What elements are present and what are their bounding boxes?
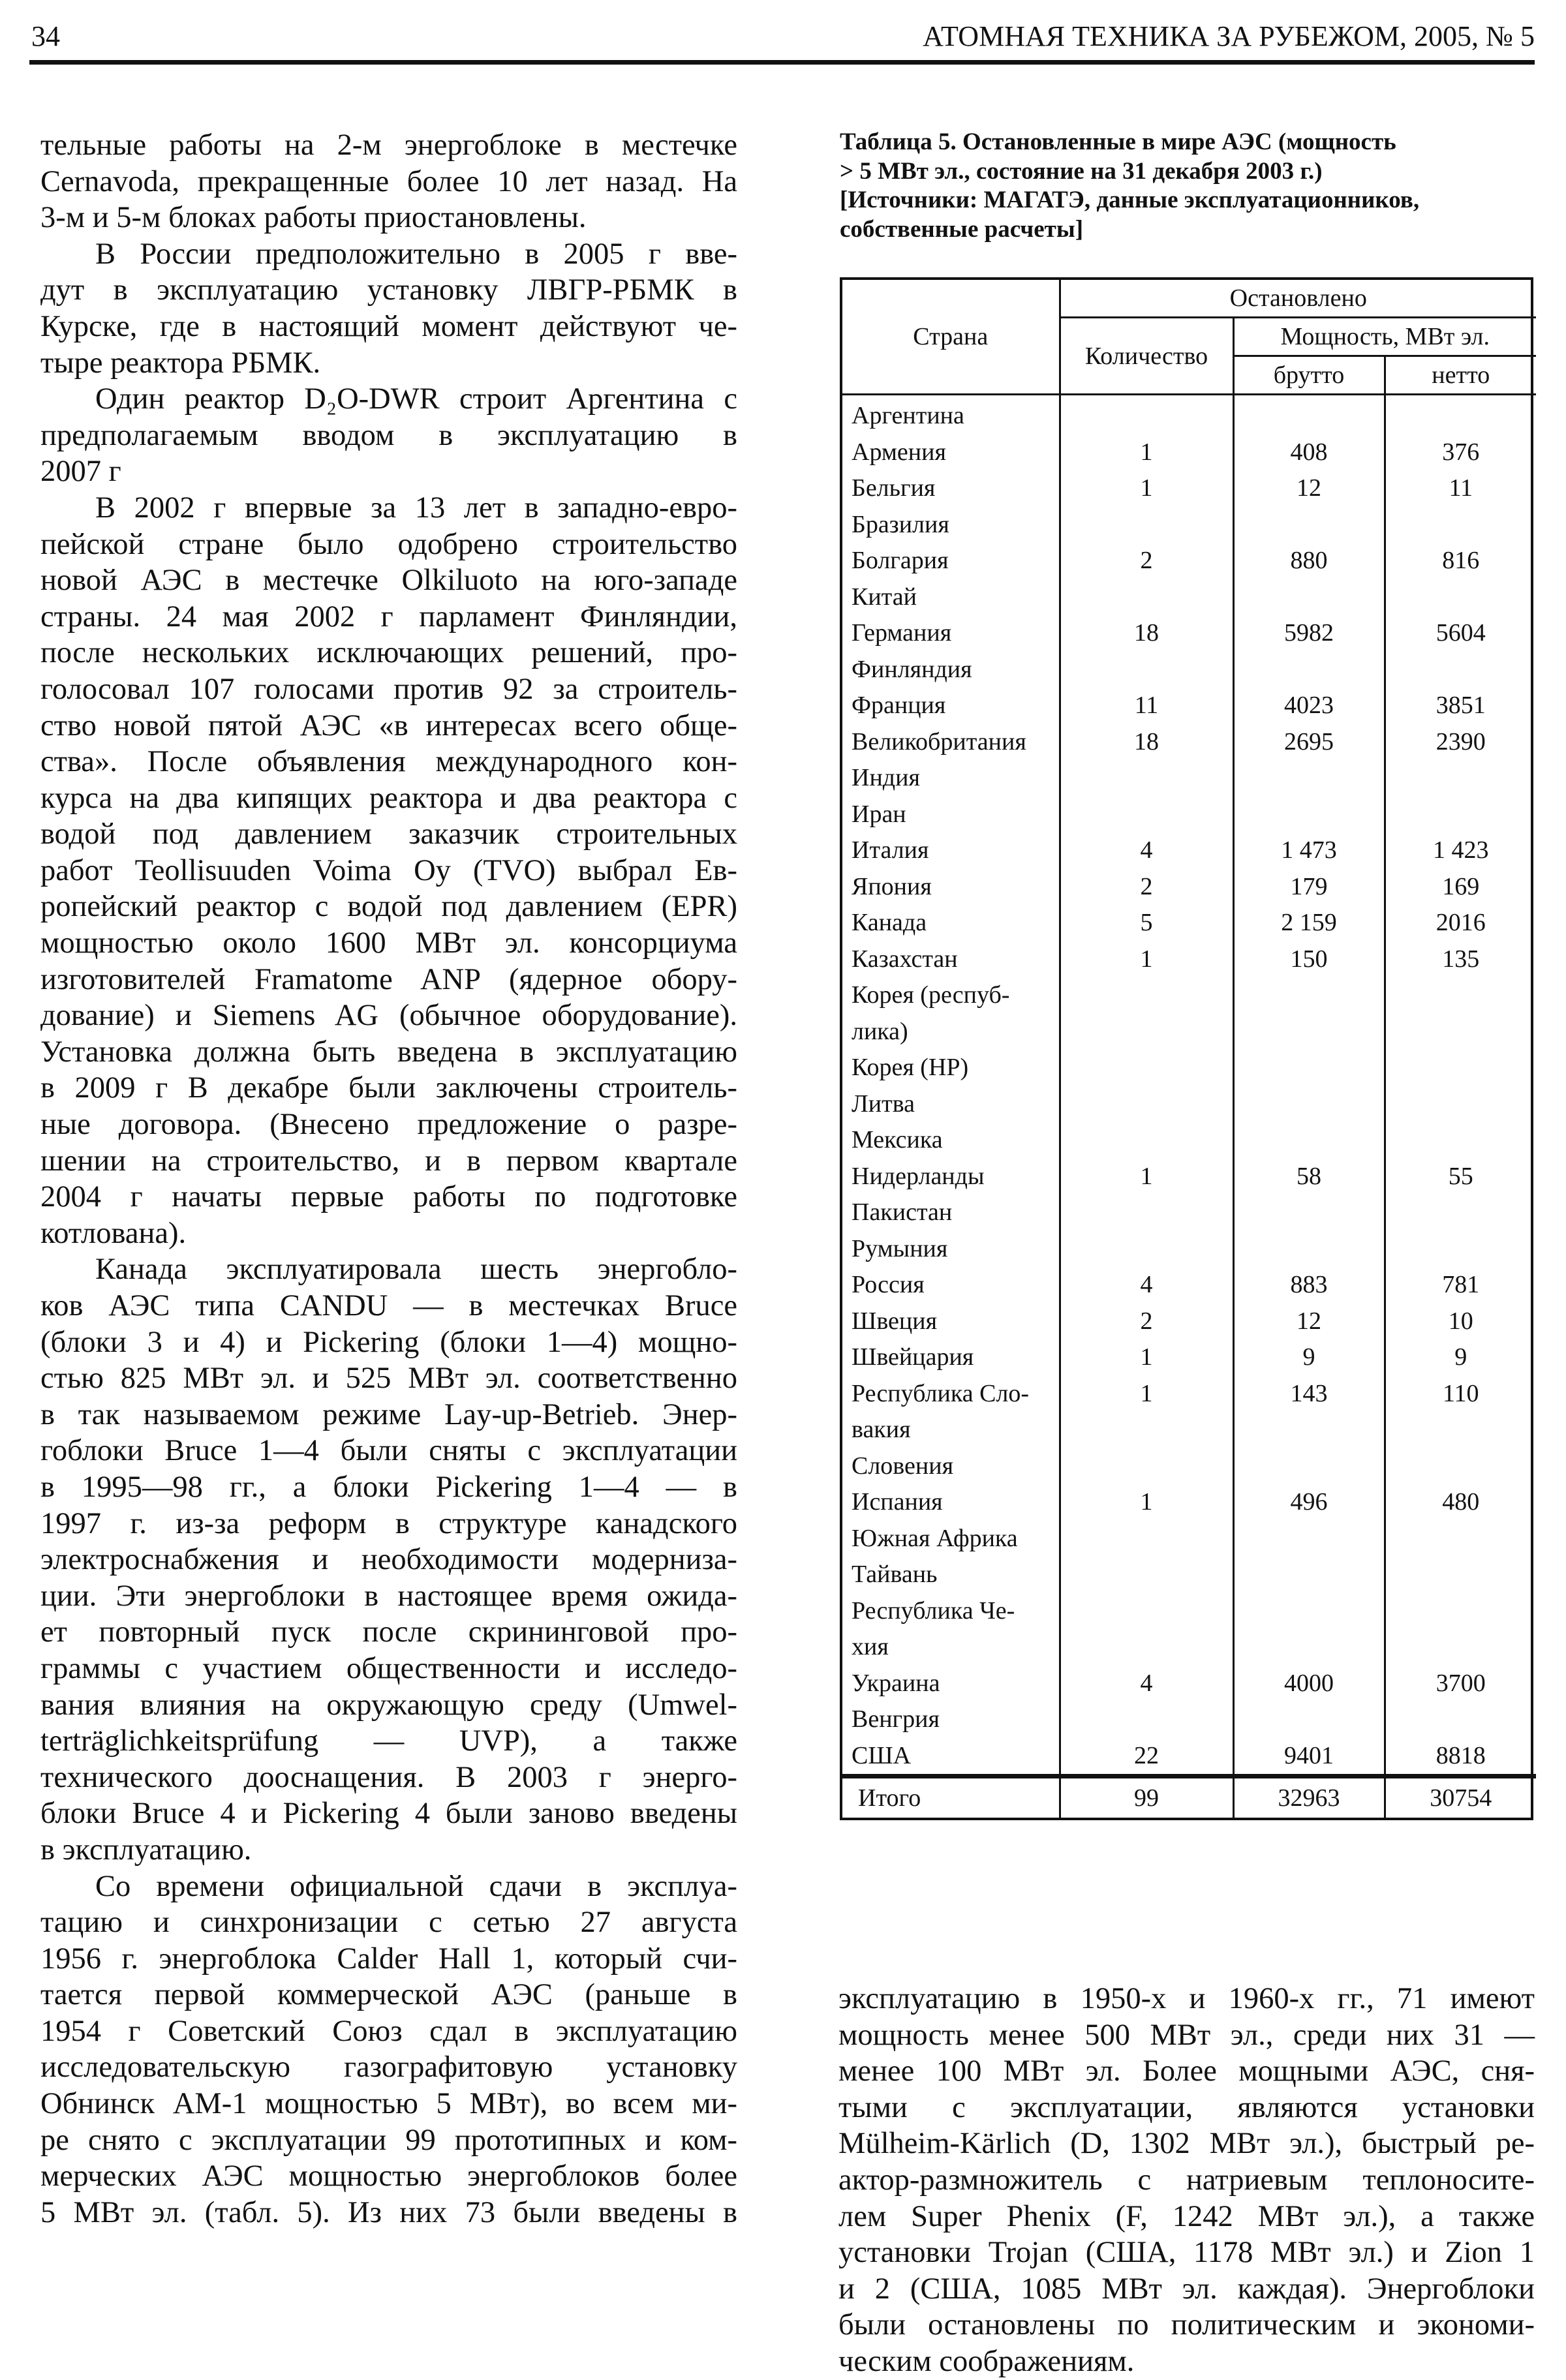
net-cell: 2016 — [1385, 905, 1536, 941]
country-cell-line: хия — [852, 1633, 889, 1660]
gross-cell: 883 — [1233, 1267, 1385, 1304]
gross-cell — [1233, 1050, 1385, 1086]
count-cell — [1060, 652, 1233, 688]
country-cell: Мексика — [842, 1122, 1060, 1159]
table-row — [842, 1195, 1536, 1231]
gross-cell — [1233, 579, 1385, 616]
count-cell: 2 — [1060, 543, 1233, 579]
count-cell: 1 — [1060, 941, 1233, 978]
country-cell: США — [842, 1738, 1060, 1777]
net-cell — [1385, 1557, 1536, 1593]
gross-cell: 5982 — [1233, 615, 1385, 652]
country-cell: Нидерланды — [842, 1159, 1060, 1195]
net-cell — [1385, 1521, 1536, 1557]
country-cell: Аргентина — [842, 395, 1060, 435]
count-cell: 1 — [1060, 1484, 1233, 1521]
net-cell — [1385, 1195, 1536, 1231]
country-cell: Индия — [842, 760, 1060, 797]
count-cell: 18 — [1060, 724, 1233, 761]
country-cell: Украина — [842, 1666, 1060, 1702]
text-line: В России предположительно в 2005 г вве- — [95, 237, 737, 271]
count-cell: 11 — [1060, 688, 1233, 724]
net-cell — [1385, 1086, 1536, 1123]
gross-cell — [1233, 652, 1385, 688]
net-cell — [1385, 977, 1536, 1050]
header-stopped: Остановлено — [1060, 280, 1536, 318]
count-cell — [1060, 797, 1233, 833]
table-row — [842, 1484, 1536, 1521]
header-gross: брутто — [1233, 356, 1385, 395]
count-cell: 2 — [1060, 869, 1233, 906]
country-cell: Румыния — [842, 1231, 1060, 1268]
gross-cell — [1233, 1593, 1385, 1666]
text-line: ства». После объявления международного кон- — [40, 745, 737, 779]
net-cell — [1385, 1050, 1536, 1086]
table-row — [842, 724, 1536, 761]
gross-cell — [1233, 1448, 1385, 1485]
text-line: предполагаемым вводом в эксплуатацию в — [40, 418, 737, 452]
count-cell — [1060, 1231, 1233, 1268]
text-line: и 2 (США, 1085 МВт эл. каждая). Энергоблоки — [838, 2272, 1535, 2306]
text-line: 3-м и 5-м блоках работы приостановлены. — [40, 201, 587, 235]
net-cell — [1385, 797, 1536, 833]
text-line: тацию и синхронизации с сетью 27 августа — [40, 1906, 737, 1940]
table-row — [842, 507, 1536, 543]
text-line: шении на строительство, и в первом квартале — [40, 1144, 737, 1178]
text-line: тыре реактора РБМК. — [40, 346, 321, 380]
text-line: котлована). — [40, 1216, 187, 1250]
net-cell: 11 — [1385, 470, 1536, 507]
text-line: водой под давлением заказчик строительных — [40, 817, 737, 851]
country-cell: Германия — [842, 615, 1060, 652]
net-cell: 376 — [1385, 435, 1536, 471]
text-line: изготовителей Framatome ANP (ядерное обору- — [40, 962, 737, 996]
count-cell — [1060, 395, 1233, 435]
table-row — [842, 797, 1536, 833]
country-cell: Корея (НР) — [842, 1050, 1060, 1086]
country-cell: Франция — [842, 688, 1060, 724]
country-cell: Китай — [842, 579, 1060, 616]
gross-cell: 9401 — [1233, 1738, 1385, 1777]
count-cell: 1 — [1060, 1159, 1233, 1195]
gross-cell: 496 — [1233, 1484, 1385, 1521]
count-cell: 1 — [1060, 435, 1233, 471]
caption-line: Таблица 5. Остановленные в мире АЭС (мощность — [840, 129, 1396, 155]
text-line: ные договора. (Внесено предложение о разре- — [40, 1108, 737, 1142]
text-line: ре снято с эксплуатации 99 прототипных и ком- — [40, 2123, 737, 2157]
text-line: 1956 г. энергоблока Calder Hall 1, который счи- — [40, 1942, 737, 1976]
count-cell: 1 — [1060, 1339, 1233, 1376]
text-line: Установка должна быть введена в эксплуатацию — [40, 1035, 737, 1069]
text-line: установки Trojan (США, 1178 МВт эл.) и Zion 1 — [838, 2236, 1535, 2270]
count-cell: 5 — [1060, 905, 1233, 941]
country-cell-line: Республика Сло- — [852, 1379, 1030, 1407]
gross-cell — [1233, 1086, 1385, 1123]
country-cell: Южная Африка — [842, 1521, 1060, 1557]
net-cell: 9 — [1385, 1339, 1536, 1376]
text-line: Mülheim-Kärlich (D, 1302 МВт эл.), быстрый ре- — [838, 2127, 1535, 2161]
country-cell: Швейцария — [842, 1339, 1060, 1376]
net-cell: 3700 — [1385, 1666, 1536, 1702]
net-cell: 110 — [1385, 1376, 1536, 1448]
country-cell: Пакистан — [842, 1195, 1060, 1231]
country-cell: Армения — [842, 435, 1060, 471]
text-line: вания влияния на окружающую среду (Umwel- — [40, 1688, 737, 1722]
text-line: стью 825 МВт эл. и 525 МВт эл. соответственно — [40, 1362, 737, 1396]
journal-running-title: АТОМНАЯ ТЕХНИКА ЗА РУБЕЖОМ, 2005, № 5 — [923, 20, 1535, 52]
gross-cell — [1233, 1701, 1385, 1738]
table-row — [842, 1593, 1536, 1666]
table-row — [842, 832, 1536, 869]
count-cell — [1060, 1448, 1233, 1485]
text-line: 5 МВт эл. (табл. 5). Из них 73 были введены в — [40, 2195, 737, 2229]
net-cell — [1385, 760, 1536, 797]
gross-cell: 880 — [1233, 543, 1385, 579]
count-cell — [1060, 760, 1233, 797]
table-row — [842, 395, 1536, 435]
table-row — [842, 1448, 1536, 1485]
net-cell: 2390 — [1385, 724, 1536, 761]
text-line: в 2009 г В декабре были заключены строитель- — [40, 1071, 737, 1105]
count-cell: 1 — [1060, 1376, 1233, 1448]
text-line: пейской стране было одобрено строительство — [40, 527, 737, 561]
text-line: 1954 г Советский Союз сдал в эксплуатацию — [40, 2014, 737, 2048]
country-cell-line: Республика Че- — [852, 1596, 1015, 1625]
total-gross: 32963 — [1233, 1777, 1385, 1818]
country-cell: Бразилия — [842, 507, 1060, 543]
country-cell: Канада — [842, 905, 1060, 941]
country-cell: Болгария — [842, 543, 1060, 579]
text-line: ческим соображениям. — [838, 2344, 1135, 2378]
table-row — [842, 1050, 1536, 1086]
net-cell — [1385, 1593, 1536, 1666]
table-row — [842, 1376, 1536, 1448]
table-row — [842, 615, 1536, 652]
count-cell — [1060, 1195, 1233, 1231]
gross-cell: 12 — [1233, 1304, 1385, 1340]
text-line: Канада эксплуатировала шесть энергобло- — [95, 1253, 737, 1287]
text-line: эксплуатацию в 1950-х и 1960-х гг., 71 имеют — [838, 1982, 1535, 2015]
count-cell — [1060, 1701, 1233, 1738]
count-cell: 4 — [1060, 1666, 1233, 1702]
right-column-text — [838, 1981, 1535, 2380]
table-row — [842, 688, 1536, 724]
net-cell — [1385, 1448, 1536, 1485]
text-line: в эксплуатацию. — [40, 1833, 252, 1867]
left-column-text — [40, 127, 737, 2231]
table-row — [842, 652, 1536, 688]
text-line: технического дооснащения. В 2003 г энерго- — [40, 1760, 737, 1794]
gross-cell — [1233, 507, 1385, 543]
table-row — [842, 941, 1536, 978]
country-cell-line: вакия — [852, 1416, 911, 1443]
table-row — [842, 1701, 1536, 1738]
text-line: terträglichkeitsprüfung — UVP), а также — [40, 1724, 737, 1758]
net-cell: 10 — [1385, 1304, 1536, 1340]
gross-cell — [1233, 1195, 1385, 1231]
text-line: менее 100 МВт эл. Более мощными АЭС, сня- — [838, 2054, 1535, 2088]
table-row — [842, 1666, 1536, 1702]
text-line: тается первой коммерческой АЭС (раньше в — [40, 1978, 737, 2012]
country-cell-line: лика) — [852, 1017, 908, 1045]
gross-cell: 12 — [1233, 470, 1385, 507]
text-line: в так называемом режиме Lay-up-Betrieb. Энер- — [40, 1397, 737, 1431]
total-label: Итого — [842, 1777, 1060, 1818]
count-cell — [1060, 977, 1233, 1050]
count-cell — [1060, 1557, 1233, 1593]
country-cell: Россия — [842, 1267, 1060, 1304]
gross-cell: 1 473 — [1233, 832, 1385, 869]
gross-cell: 179 — [1233, 869, 1385, 906]
table-row — [842, 869, 1536, 906]
gross-cell: 2 159 — [1233, 905, 1385, 941]
gross-cell: 9 — [1233, 1339, 1385, 1376]
caption-line: [Источники: МАГАТЭ, данные эксплуатационников, — [840, 187, 1420, 213]
table-row — [842, 1267, 1536, 1304]
total-count: 99 — [1060, 1777, 1233, 1818]
net-cell — [1385, 652, 1536, 688]
country-cell: Великобритания — [842, 724, 1060, 761]
country-cell: Япония — [842, 869, 1060, 906]
gross-cell: 4000 — [1233, 1666, 1385, 1702]
country-cell: Словения — [842, 1448, 1060, 1485]
table-row — [842, 1521, 1536, 1557]
text-line: Обнинск АМ-1 мощностью 5 МВт), во всем ми- — [40, 2087, 737, 2121]
gross-cell: 2695 — [1233, 724, 1385, 761]
text-line: Один реактор D₂O-DWR строит Аргентина с — [95, 382, 737, 416]
net-cell: 3851 — [1385, 688, 1536, 724]
header-count: Количество — [1060, 318, 1233, 395]
table-row — [842, 1557, 1536, 1593]
country-cell: Бельгия — [842, 470, 1060, 507]
net-cell: 480 — [1385, 1484, 1536, 1521]
caption-line: собственные расчеты] — [840, 215, 1084, 243]
text-line: ство новой пятой АЭС «в интересах всего обще- — [40, 709, 737, 742]
page-number: 34 — [31, 20, 60, 52]
table-row — [842, 1738, 1536, 1777]
text-line: ропейский реактор с водой под давлением (EPR) — [40, 890, 737, 924]
total-net: 30754 — [1385, 1777, 1536, 1818]
text-line: ков АЭС типа CANDU — в местечках Bruce — [40, 1289, 737, 1322]
net-cell: 55 — [1385, 1159, 1536, 1195]
count-cell: 4 — [1060, 832, 1233, 869]
count-cell — [1060, 1521, 1233, 1557]
text-line: мерческих АЭС мощностью энергоблоков более — [40, 2159, 737, 2193]
country-cell — [842, 977, 1060, 1050]
text-line: ет повторный пуск после скрининговой про- — [40, 1615, 737, 1649]
table-row — [842, 1339, 1536, 1376]
table-total-row — [842, 1777, 1536, 1818]
text-line: Курске, где в настоящий момент действуют че- — [40, 309, 737, 343]
text-line: страны. 24 мая 2002 г парламент Финляндии, — [40, 600, 737, 633]
table-row — [842, 579, 1536, 616]
gross-cell — [1233, 760, 1385, 797]
header-net: нетто — [1385, 356, 1536, 395]
caption-line: > 5 МВт эл., состояние на 31 декабря 2003 г.) — [840, 157, 1323, 185]
count-cell: 4 — [1060, 1267, 1233, 1304]
net-cell — [1385, 1122, 1536, 1159]
text-line: новой АЭС в местечке Olkiluoto на юго-западе — [40, 564, 737, 598]
count-cell: 18 — [1060, 615, 1233, 652]
text-line: электроснабжения и необходимости модерниза- — [40, 1543, 737, 1577]
net-cell: 5604 — [1385, 615, 1536, 652]
net-cell: 1 423 — [1385, 832, 1536, 869]
text-line: лем Super Phenix (F, 1242 МВт эл.), а также — [838, 2199, 1535, 2233]
table-row — [842, 905, 1536, 941]
net-cell — [1385, 1231, 1536, 1268]
text-line: Cernavoda, прекращенные более 10 лет назад. На — [40, 164, 737, 198]
table-row — [842, 1122, 1536, 1159]
net-cell: 169 — [1385, 869, 1536, 906]
gross-cell — [1233, 1557, 1385, 1593]
net-cell — [1385, 579, 1536, 616]
country-cell: Швеция — [842, 1304, 1060, 1340]
net-cell — [1385, 507, 1536, 543]
text-line: тыми с эксплуатации, являются установки — [838, 2090, 1535, 2124]
table-row — [842, 470, 1536, 507]
text-line: курса на два кипящих реактора и два реактора с — [40, 781, 737, 815]
gross-cell — [1233, 1521, 1385, 1557]
text-line: блоки Bruce 4 и Pickering 4 были заново введены — [40, 1797, 737, 1831]
gross-cell: 143 — [1233, 1376, 1385, 1448]
text-line: исследовательскую газографитовую установку — [40, 2051, 737, 2084]
text-line: (блоки 3 и 4) и Pickering (блоки 1—4) мощно- — [40, 1325, 737, 1359]
text-line: 2007 г — [40, 455, 121, 489]
gross-cell: 58 — [1233, 1159, 1385, 1195]
shutdown-npp-table — [840, 277, 1533, 1820]
table-caption — [840, 128, 1538, 244]
country-cell: Финляндия — [842, 652, 1060, 688]
header-rule — [29, 60, 1535, 65]
country-cell — [842, 1376, 1060, 1448]
header-country: Страна — [842, 280, 1060, 395]
count-cell — [1060, 1050, 1233, 1086]
count-cell — [1060, 1593, 1233, 1666]
text-line: работ Teollisuuden Voima Oy (TVO) выбрал Ев- — [40, 853, 737, 887]
table-row — [842, 977, 1536, 1050]
table-row — [842, 1159, 1536, 1195]
net-cell: 8818 — [1385, 1738, 1536, 1777]
count-cell: 22 — [1060, 1738, 1233, 1777]
country-cell: Тайвань — [842, 1557, 1060, 1593]
text-line: мощностью около 1600 МВт эл. консорциума — [40, 926, 737, 960]
table-row — [842, 1231, 1536, 1268]
text-line: дование) и Siemens AG (обычное оборудование). — [40, 999, 737, 1033]
count-cell — [1060, 1086, 1233, 1123]
country-cell: Литва — [842, 1086, 1060, 1123]
gross-cell: 150 — [1233, 941, 1385, 978]
text-line: тельные работы на 2-м энергоблоке в местечке — [40, 129, 737, 162]
net-cell — [1385, 1701, 1536, 1738]
country-cell: Казахстан — [842, 941, 1060, 978]
count-cell — [1060, 1122, 1233, 1159]
table-row — [842, 1086, 1536, 1123]
text-line: были остановлены по политическим и экономи- — [838, 2308, 1535, 2342]
gross-cell: 408 — [1233, 435, 1385, 471]
net-cell — [1385, 395, 1536, 435]
gross-cell: 4023 — [1233, 688, 1385, 724]
table-row — [842, 543, 1536, 579]
table-row — [842, 1304, 1536, 1340]
text-line: голосовал 107 голосами против 92 за строитель- — [40, 672, 737, 706]
table-row — [842, 760, 1536, 797]
net-cell: 781 — [1385, 1267, 1536, 1304]
text-line: ции. Эти энергоблоки в настоящее время ожида- — [40, 1579, 737, 1613]
count-cell — [1060, 579, 1233, 616]
net-cell: 816 — [1385, 543, 1536, 579]
text-line: гоблоки Bruce 1—4 были сняты с эксплуатации — [40, 1434, 737, 1468]
header-power: Мощность, МВт эл. — [1233, 318, 1536, 356]
gross-cell — [1233, 395, 1385, 435]
text-line: 1997 г. из-за реформ в структуре канадского — [40, 1506, 737, 1540]
gross-cell — [1233, 1122, 1385, 1159]
text-line: мощность менее 500 МВт эл., среди них 31 — — [838, 2018, 1535, 2052]
text-line: 2004 г начаты первые работы по подготовке — [40, 1180, 737, 1214]
table-row — [842, 435, 1536, 471]
net-cell: 135 — [1385, 941, 1536, 978]
gross-cell — [1233, 977, 1385, 1050]
text-line: граммы с участием общественности и исследо- — [40, 1651, 737, 1685]
country-cell: Испания — [842, 1484, 1060, 1521]
count-cell: 1 — [1060, 470, 1233, 507]
gross-cell — [1233, 1231, 1385, 1268]
text-line: В 2002 г впервые за 13 лет в западно-евро- — [95, 491, 737, 525]
country-cell-line: Корея (респуб- — [852, 981, 1010, 1009]
country-cell — [842, 1593, 1060, 1666]
count-cell: 2 — [1060, 1304, 1233, 1340]
text-line: после нескольких исключающих решений, про- — [40, 636, 737, 670]
country-cell: Венгрия — [842, 1701, 1060, 1738]
count-cell — [1060, 507, 1233, 543]
gross-cell — [1233, 797, 1385, 833]
text-line: дут в эксплуатацию установку ЛВГР-РБМК в — [40, 273, 737, 307]
country-cell: Италия — [842, 832, 1060, 869]
text-line: актор-размножитель с натриевым теплоносите- — [838, 2163, 1535, 2197]
text-line: в 1995—98 гг., а блоки Pickering 1—4 — в — [40, 1470, 737, 1504]
country-cell: Иран — [842, 797, 1060, 833]
text-line: Со времени официальной сдачи в эксплуа- — [95, 1869, 737, 1903]
